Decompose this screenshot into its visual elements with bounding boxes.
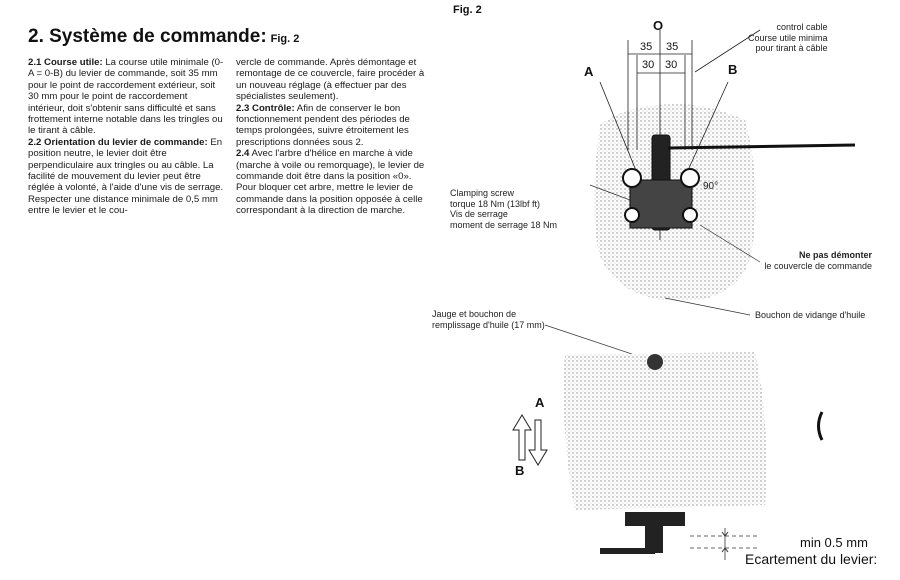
clamping-line-4: moment de serrage 18 Nm bbox=[450, 219, 558, 230]
angle-label: 90° bbox=[703, 181, 719, 192]
control-cable-line-2: Course utile minima bbox=[748, 32, 828, 43]
gearbox-housing-bottom bbox=[564, 352, 767, 510]
dim-35-left: 35 bbox=[640, 41, 653, 53]
clamping-line-2: torque 18 Nm (13lbf ft) bbox=[450, 198, 541, 209]
lever-stub bbox=[600, 512, 685, 554]
cover-side-mark bbox=[819, 412, 823, 440]
direction-arrows bbox=[513, 415, 547, 465]
drain-plug-label: Bouchon de vidange d'huile bbox=[755, 310, 866, 320]
cover-warning bbox=[740, 250, 872, 271]
couvercle-text: le couvercle de commande bbox=[764, 260, 872, 271]
dim-30-right: 30 bbox=[665, 59, 678, 71]
clamping-line-1: Clamping screw bbox=[450, 188, 515, 198]
section-title-text: 2. Système de commande: bbox=[28, 26, 267, 47]
paragraph-2-4-text: Avec l'arbre d'hélice en marche à vide (marche à voile ou remorquage), le levier de commande doit être dans la position «0». Pour bloquer cet arbre, mettre le levier de commande dans la position opposée à celle correspondant à la direction de marche. bbox=[236, 148, 425, 217]
paragraph-2-3-text: Afin de conserver le bon fonctionnement pendent des périodes de temps prolongées, suivre étroitement les prescriptions données sous 2. bbox=[236, 102, 410, 148]
paragraph-2-3-heading: Contrôle: bbox=[252, 102, 295, 114]
paragraph-2-2-number: 2.2 bbox=[28, 136, 42, 148]
arrow-label-b: B bbox=[515, 463, 525, 478]
clamping-line-3: Vis de serrage bbox=[450, 209, 508, 219]
filler-line-1: Jauge et bouchon de bbox=[432, 309, 517, 319]
label-a: A bbox=[584, 64, 594, 79]
min-gap-label: min 0.5 mm bbox=[800, 535, 868, 550]
oil-filler-plug bbox=[647, 354, 663, 370]
control-cable-note bbox=[748, 22, 828, 54]
ecartement-label: Ecartement du levier: bbox=[745, 551, 878, 567]
paragraph-continuation: vercle de commande. Après démontage et remontage de ce couvercle, faire procéder à un nouveau réglage (à effectuer par des spécialistes seulement). bbox=[236, 57, 425, 103]
filler-plug-label bbox=[432, 309, 545, 330]
control-cable-line-3: pour tirant à câble bbox=[755, 43, 828, 53]
figure-label: Fig. 2 bbox=[453, 4, 482, 16]
paragraph-2-1-text: La course utile minimale (0-A = 0-B) du levier de commande, soit 35 mm pour le point de raccordement extérieur, soit 30 mm pour le point de raccordement intérieur, doit s'obtenir sans difficulté et sans frottement interne notable dans les tringles ou le tirant à câble. bbox=[28, 57, 224, 137]
paragraph-2-2-text: En position neutre, le levier doit être perpendiculaire aux tringles ou au câble. La facilité de mouvement du levier peut être réglée à volonté, à l'aide d'une vis de serrage. Respecter une distance minimale de 0,5 mm entre le levier et le cou- bbox=[28, 136, 224, 217]
label-o: O bbox=[653, 18, 664, 33]
paragraph-2-3-number: 2.3 bbox=[236, 102, 250, 114]
paragraph-2-1-heading: Course utile: bbox=[44, 57, 103, 68]
paragraph-2-1-number: 2.1 bbox=[28, 57, 42, 68]
paragraph-2-2-heading: Orientation du levier de commande: bbox=[44, 136, 208, 148]
control-cable-line-1: control cable bbox=[776, 22, 828, 32]
dim-30-left: 30 bbox=[642, 59, 655, 71]
dim-35-right: 35 bbox=[666, 41, 679, 53]
filler-line-2: remplissage d'huile (17 mm) bbox=[432, 319, 545, 330]
arrow-label-a: A bbox=[535, 395, 545, 410]
section-title-fig-ref: Fig. 2 bbox=[270, 33, 300, 45]
ne-pas-demonter: Ne pas démonter bbox=[798, 250, 872, 260]
label-b: B bbox=[728, 62, 738, 77]
paragraph-2-4-number: 2.4 bbox=[236, 148, 250, 160]
clamping-screw-note bbox=[450, 188, 557, 230]
